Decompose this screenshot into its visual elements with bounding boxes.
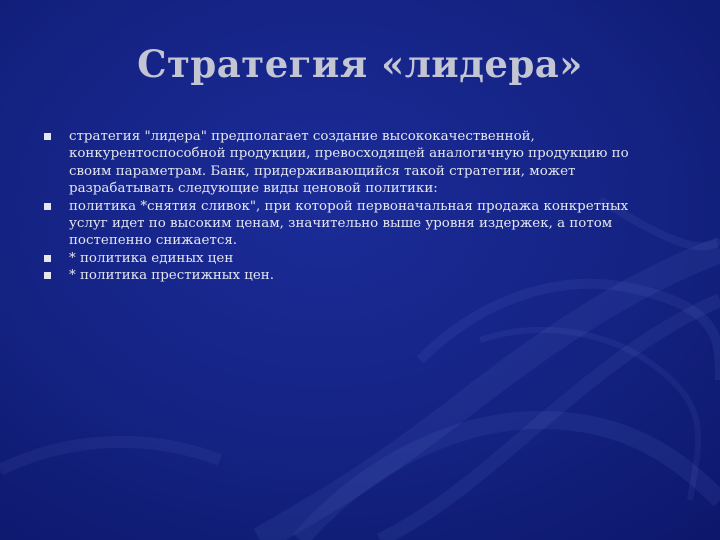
bullet-text: политика *снятия сливок", при которой первоначальная продажа конкретных услуг идет по высоким ценам, значительно выше уровня издержек, а потом постепенно снижается. [69, 198, 629, 249]
bullet-item [44, 267, 684, 284]
slide-title: Стратегия «лидера» [137, 42, 583, 86]
bullet-list [44, 128, 684, 285]
bullet-text: * политика единых цен [69, 250, 234, 266]
square-bullet-icon [44, 272, 51, 279]
bullet-item [44, 250, 684, 267]
square-bullet-icon [44, 255, 51, 262]
bullet-text: * политика престижных цен. [69, 268, 274, 284]
bullet-item [44, 128, 684, 198]
square-bullet-icon [44, 203, 51, 210]
square-bullet-icon [44, 133, 51, 140]
bullet-text: стратегия "лидера" предполагает создание высококачественной, конкурентоспособной продукции, превосходящей аналогичную продукцию по своим параметрам. Банк, придерживающийся такой стратегии, может разрабатывать следующие виды ценовой политики: [69, 129, 629, 197]
bullet-item [44, 198, 684, 250]
